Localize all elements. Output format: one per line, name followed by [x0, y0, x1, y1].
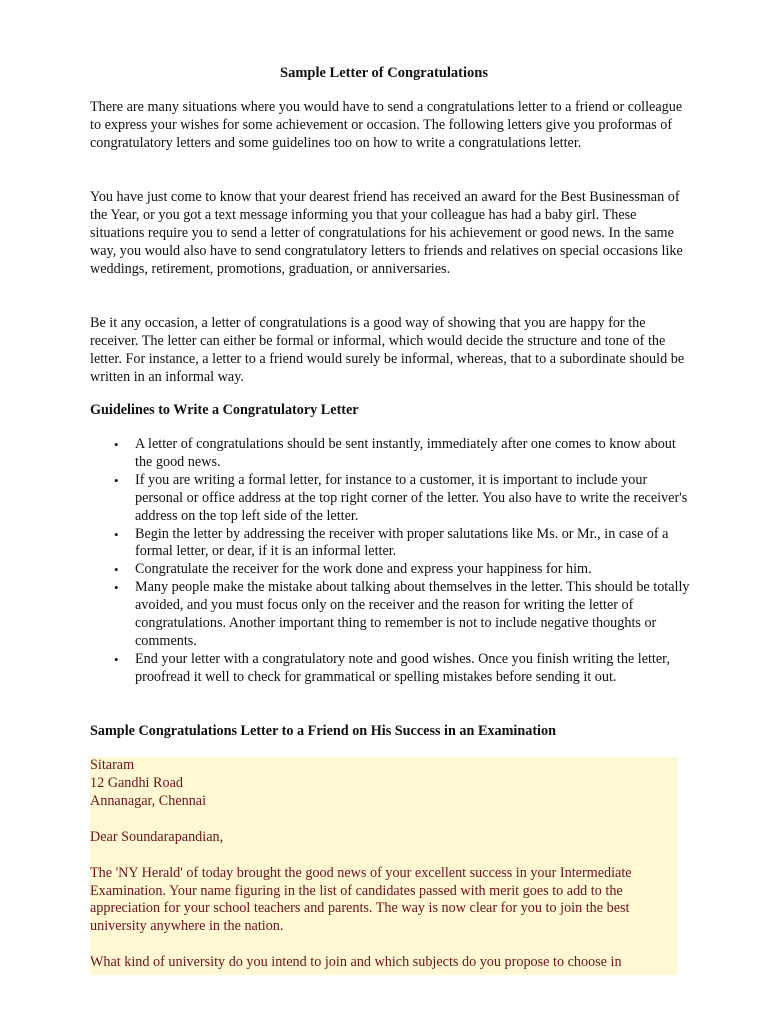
sample-letter-heading: Sample Congratulations Letter to a Friend on His Success in an Examination: [90, 723, 556, 739]
address-line-2: Annanagar, Chennai: [90, 792, 207, 809]
guideline-text: End your letter with a congratulatory note and good wishes. Once you finish writing the letter, proofread it well to check for grammatical or spelling mistakes before sending it out.: [135, 650, 670, 685]
sender-name: Sitaram: [90, 757, 135, 773]
guidelines-heading: Guidelines to Write a Congratulatory Letter: [90, 402, 359, 418]
list-item: [90, 436, 690, 472]
guideline-text: Congratulate the receiver for the work done and express your happiness for him.: [135, 561, 592, 578]
list-item: [90, 651, 690, 687]
list-item: [90, 561, 690, 579]
letter-body-paragraph-2: What kind of university do you intend to join and which subjects do you propose to choose in: [90, 954, 622, 971]
letter-body-paragraph-1: The 'NY Herald' of today brought the good news of your excellent success in your Intermediate Examination. Your name figuring in the list of candidates passed with merit goes to add to the appreciation for your school teachers and parents. The way is now clear for you to join the best university anywhere in the nation.: [90, 864, 632, 935]
salutation: Dear Soundarapandian,: [90, 828, 224, 845]
guideline-text: If you are writing a formal letter, for instance to a customer, it is important to include your personal or office address at the top right corner of the letter. You also have to write the receiver's address on the top left side of the letter.: [135, 471, 688, 524]
guidelines-list: [90, 436, 690, 687]
guideline-text: A letter of congratulations should be sent instantly, immediately after one comes to know about the good news.: [135, 436, 676, 470]
address-line-1: 12 Gandhi Road: [90, 774, 183, 791]
intro-paragraph-1: There are many situations where you would have to send a congratulations letter to a friend or colleague to express your wishes for some achievement or occasion. The following letters give you proformas of congratulatory letters and some guidelines too on how to write a congratulations letter.: [90, 99, 683, 151]
list-item: [90, 579, 690, 651]
intro-paragraph-3: Be it any occasion, a letter of congratulations is a good way of showing that you are happy for the receiver. The letter can either be formal or informal, which would decide the structure and tone of the letter. For instance, a letter to a friend would surely be informal, whereas, that to a subordinate should be written in an informal way.: [90, 315, 685, 385]
bullet-icon: •: [114, 562, 119, 578]
bullet-icon: •: [114, 472, 119, 488]
guideline-text: Many people make the mistake about talking about themselves in the letter. This should be totally avoided, and you must focus only on the receiver and the reason for writing the letter of congratulations. Another important thing to remember is not to include negative thoughts or comments.: [135, 579, 690, 649]
bullet-icon: •: [114, 651, 119, 667]
sample-letter-box: [90, 757, 678, 975]
list-item: [90, 472, 690, 526]
guideline-text: Begin the letter by addressing the receiver with proper salutations like Ms. or Mr., in case of a formal letter, or dear, if it is an informal letter.: [135, 525, 669, 560]
bullet-icon: •: [114, 526, 119, 542]
intro-paragraph-2: You have just come to know that your dearest friend has received an award for the Best Businessman of the Year, or you got a text message informing you that your colleague has had a baby girl. These situations require you to send a letter of congratulations for his achievement or good news. In the same way, you would also have to send congratulatory letters to friends and relatives on special occasions like weddings, retirement, promotions, graduation, or anniversaries.: [90, 189, 683, 277]
bullet-icon: •: [114, 437, 119, 452]
document-title: Sample Letter of Congratulations: [280, 65, 488, 81]
list-item: [90, 526, 690, 562]
bullet-icon: •: [114, 580, 119, 596]
